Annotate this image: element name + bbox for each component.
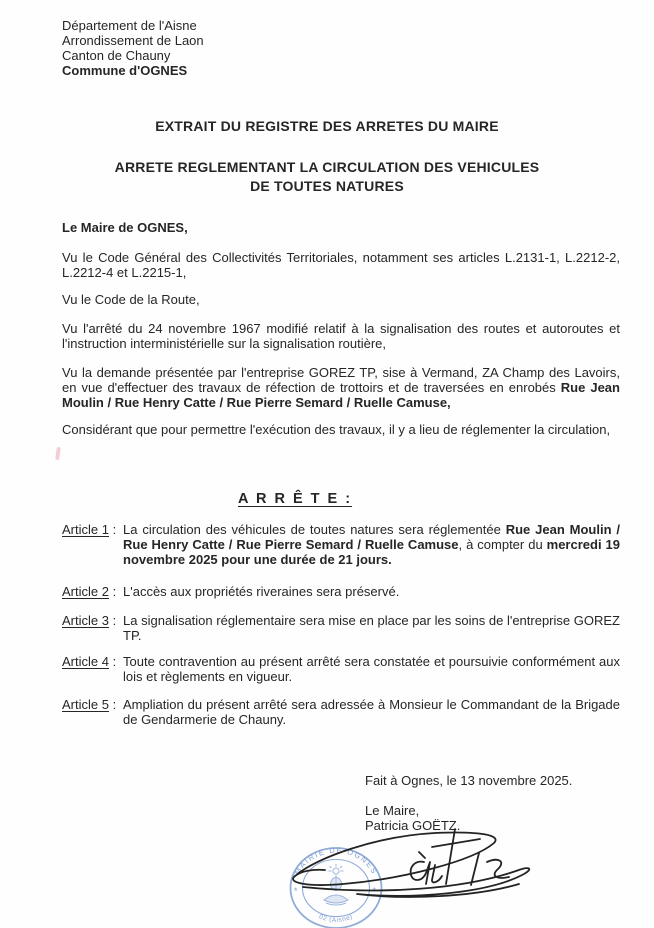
recital-code-collectivites: Vu le Code Général des Collectivités Territoriales, notamment ses articles L.2131-1, L.2212-2, L.2212-4 et L.2215-1, <box>62 250 620 280</box>
document-title-line2: DE TOUTES NATURES <box>250 178 404 194</box>
signatory-role: Le Maire, <box>365 803 420 818</box>
article-3 <box>62 613 620 643</box>
header-commune: Commune d'OGNES <box>62 63 188 78</box>
article-5-text: Ampliation du présent arrêté sera adressée à Monsieur le Commandant de la Brigade de Gendarmerie de Chauny. <box>123 697 620 727</box>
recital-demande-normal: Vu la demande présentée par l'entreprise GOREZ TP, sise à Vermand, ZA Champ des Lavoirs, en vue d'effectuer des travaux de réfection de trottoirs et de traversées en enrobés <box>62 365 620 395</box>
document-title <box>0 158 654 196</box>
signatory-name: Patricia GOËTZ. <box>365 818 461 833</box>
article-2 <box>62 584 620 599</box>
article-4-text: Toute contravention au présent arrêté sera constatée et poursuivie conformément aux lois et règlements en vigueur. <box>123 654 620 684</box>
stamp-top-text: MAIRIE DE OGNES <box>292 845 380 877</box>
recital-demande-streets-bold: Rue Jean Moulin / Rue Henry Catte / Rue Pierre Semard / Ruelle Camuse, <box>62 380 620 410</box>
administrative-header <box>62 18 204 78</box>
place-and-date: Fait à Ognes, le 13 novembre 2025. <box>365 773 573 788</box>
article-1 <box>62 522 620 567</box>
article-5-label: Article 5 : <box>62 697 117 712</box>
article-2-text: L'accès aux propriétés riveraines sera préservé. <box>123 584 400 599</box>
document-title-line1: ARRETE REGLEMENTANT LA CIRCULATION DES VEHICULES <box>114 159 540 175</box>
salutation: Le Maire de OGNES, <box>62 220 188 235</box>
recital-arrete-1967: Vu l'arrêté du 24 novembre 1967 modifié relatif à la signalisation des routes et autoroutes et l'instruction interministérielle sur la signalisation routière, <box>62 321 620 351</box>
handwritten-signature <box>283 826 545 906</box>
article-3-text: La signalisation réglementaire sera mise en place par les soins de l'entreprise GOREZ TP. <box>123 613 620 643</box>
recital-considerant: Considérant que pour permettre l'exécution des travaux, il y a lieu de réglementer la circulation, <box>62 422 611 437</box>
decree-heading: A R R Ê T E : <box>238 491 353 507</box>
scan-artifact-mark <box>55 447 61 460</box>
header-departement: Département de l'Aisne <box>62 18 197 33</box>
header-canton: Canton de Chauny <box>62 48 171 63</box>
stamp-star-left-icon: * <box>294 886 298 896</box>
header-arrondissement: Arrondissement de Laon <box>62 33 204 48</box>
article-2-label: Article 2 : <box>62 584 117 599</box>
article-5 <box>62 697 620 727</box>
article-4-label: Article 4 : <box>62 654 117 669</box>
recital-demande-entreprise <box>62 365 620 410</box>
article-4 <box>62 654 620 684</box>
article-1-label: Article 1 : <box>62 522 117 537</box>
recital-code-route: Vu le Code de la Route, <box>62 292 200 307</box>
article-3-label: Article 3 : <box>62 613 117 628</box>
stamp-star-right-icon: * <box>372 886 377 896</box>
registry-heading: EXTRAIT DU REGISTRE DES ARRETES DU MAIRE <box>155 118 499 134</box>
stamp-bottom-text: 02 (Aisne) <box>317 913 355 924</box>
article-1-text: La circulation des véhicules de toutes natures sera réglementée Rue Jean Moulin / Rue Henry Catte / Rue Pierre Semard / Ruelle Camuse, à compter du mercredi 19 novembre 2025 pour une durée de 21 jours. <box>123 522 620 567</box>
